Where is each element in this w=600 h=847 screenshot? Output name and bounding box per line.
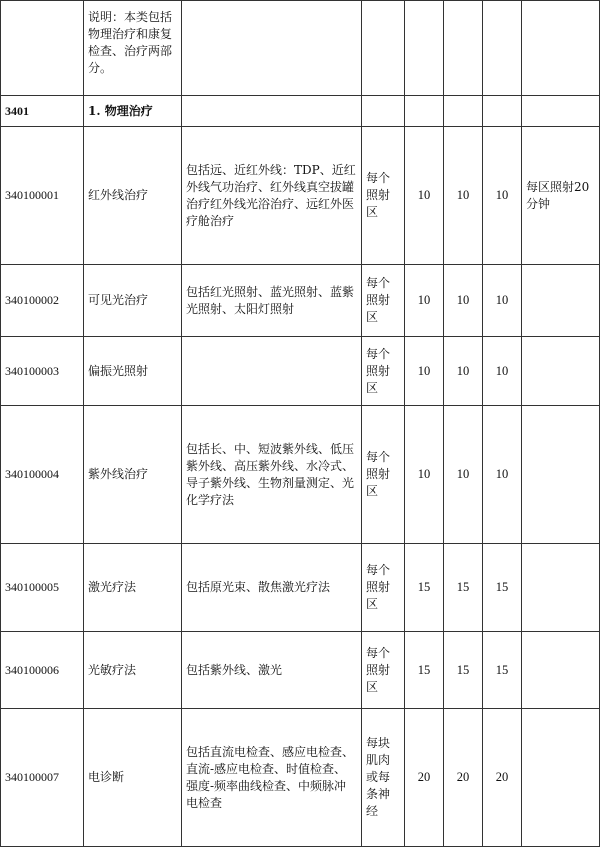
item-description [182,337,362,406]
empty-cell [522,96,600,127]
item-code: 340100005 [1,544,84,632]
item-name: 紫外线治疗 [84,406,182,544]
empty-cell [405,1,444,96]
item-note [522,544,600,632]
table-row [1,544,600,632]
table-row [1,337,600,406]
price-level-3: 10 [483,406,522,544]
item-code: 340100003 [1,337,84,406]
section-code: 3401 [1,96,84,127]
price-level-1: 10 [405,337,444,406]
empty-cell [483,1,522,96]
item-unit: 每个照射区 [362,337,405,406]
item-name: 红外线治疗 [84,127,182,265]
price-level-3: 10 [483,265,522,337]
empty-cell [362,96,405,127]
item-code: 340100007 [1,709,84,847]
item-note [522,709,600,847]
intro-text: 说明：本类包括物理治疗和康复检查、治疗两部分。 [84,1,182,96]
price-level-2: 10 [444,127,483,265]
price-level-1: 20 [405,709,444,847]
item-name: 激光疗法 [84,544,182,632]
item-unit: 每个照射区 [362,544,405,632]
empty-cell [405,96,444,127]
empty-cell [483,96,522,127]
intro-code-cell [1,1,84,96]
item-name: 可见光治疗 [84,265,182,337]
empty-cell [362,1,405,96]
price-level-3: 15 [483,544,522,632]
table-row [1,127,600,265]
item-name: 电诊断 [84,709,182,847]
price-level-1: 10 [405,265,444,337]
item-name: 光敏疗法 [84,632,182,709]
price-level-3: 15 [483,632,522,709]
empty-cell [182,1,362,96]
item-description: 包括远、近红外线：TDP、近红外线气功治疗、红外线真空拔罐治疗红外线光浴治疗、远红外医疗舱治疗 [182,127,362,265]
item-unit: 每个照射区 [362,265,405,337]
item-code: 340100006 [1,632,84,709]
item-note: 每区照射20分钟 [522,127,600,265]
item-unit: 每个照射区 [362,406,405,544]
item-unit: 每个照射区 [362,632,405,709]
price-level-1: 10 [405,406,444,544]
item-description: 包括直流电检查、感应电检查、直流-感应电检查、时值检查、强度-频率曲线检查、中频脉冲电检查 [182,709,362,847]
section-row [1,96,600,127]
price-level-2: 10 [444,337,483,406]
price-level-3: 10 [483,337,522,406]
item-code: 340100002 [1,265,84,337]
item-note [522,632,600,709]
table-row [1,709,600,847]
item-name: 偏振光照射 [84,337,182,406]
table-row [1,265,600,337]
item-description: 包括长、中、短波紫外线、低压紫外线、高压紫外线、水冷式、导子紫外线、生物剂量测定、光化学疗法 [182,406,362,544]
empty-cell [182,96,362,127]
item-note [522,265,600,337]
price-level-2: 20 [444,709,483,847]
item-code: 340100001 [1,127,84,265]
item-unit: 每个照射区 [362,127,405,265]
price-level-1: 15 [405,632,444,709]
section-title: 1. 物理治疗 [84,96,182,127]
price-level-2: 15 [444,632,483,709]
item-unit: 每块肌肉或每条神经 [362,709,405,847]
item-description: 包括红光照射、蓝光照射、蓝紫光照射、太阳灯照射 [182,265,362,337]
price-level-1: 10 [405,127,444,265]
price-level-1: 15 [405,544,444,632]
item-description: 包括原光束、散焦激光疗法 [182,544,362,632]
table-row [1,406,600,544]
item-description: 包括紫外线、激光 [182,632,362,709]
table-row [1,632,600,709]
intro-row [1,1,600,96]
item-note [522,406,600,544]
price-level-3: 20 [483,709,522,847]
empty-cell [444,1,483,96]
item-note [522,337,600,406]
empty-cell [522,1,600,96]
price-level-2: 10 [444,406,483,544]
price-level-2: 15 [444,544,483,632]
price-level-2: 10 [444,265,483,337]
empty-cell [444,96,483,127]
item-code: 340100004 [1,406,84,544]
price-level-3: 10 [483,127,522,265]
